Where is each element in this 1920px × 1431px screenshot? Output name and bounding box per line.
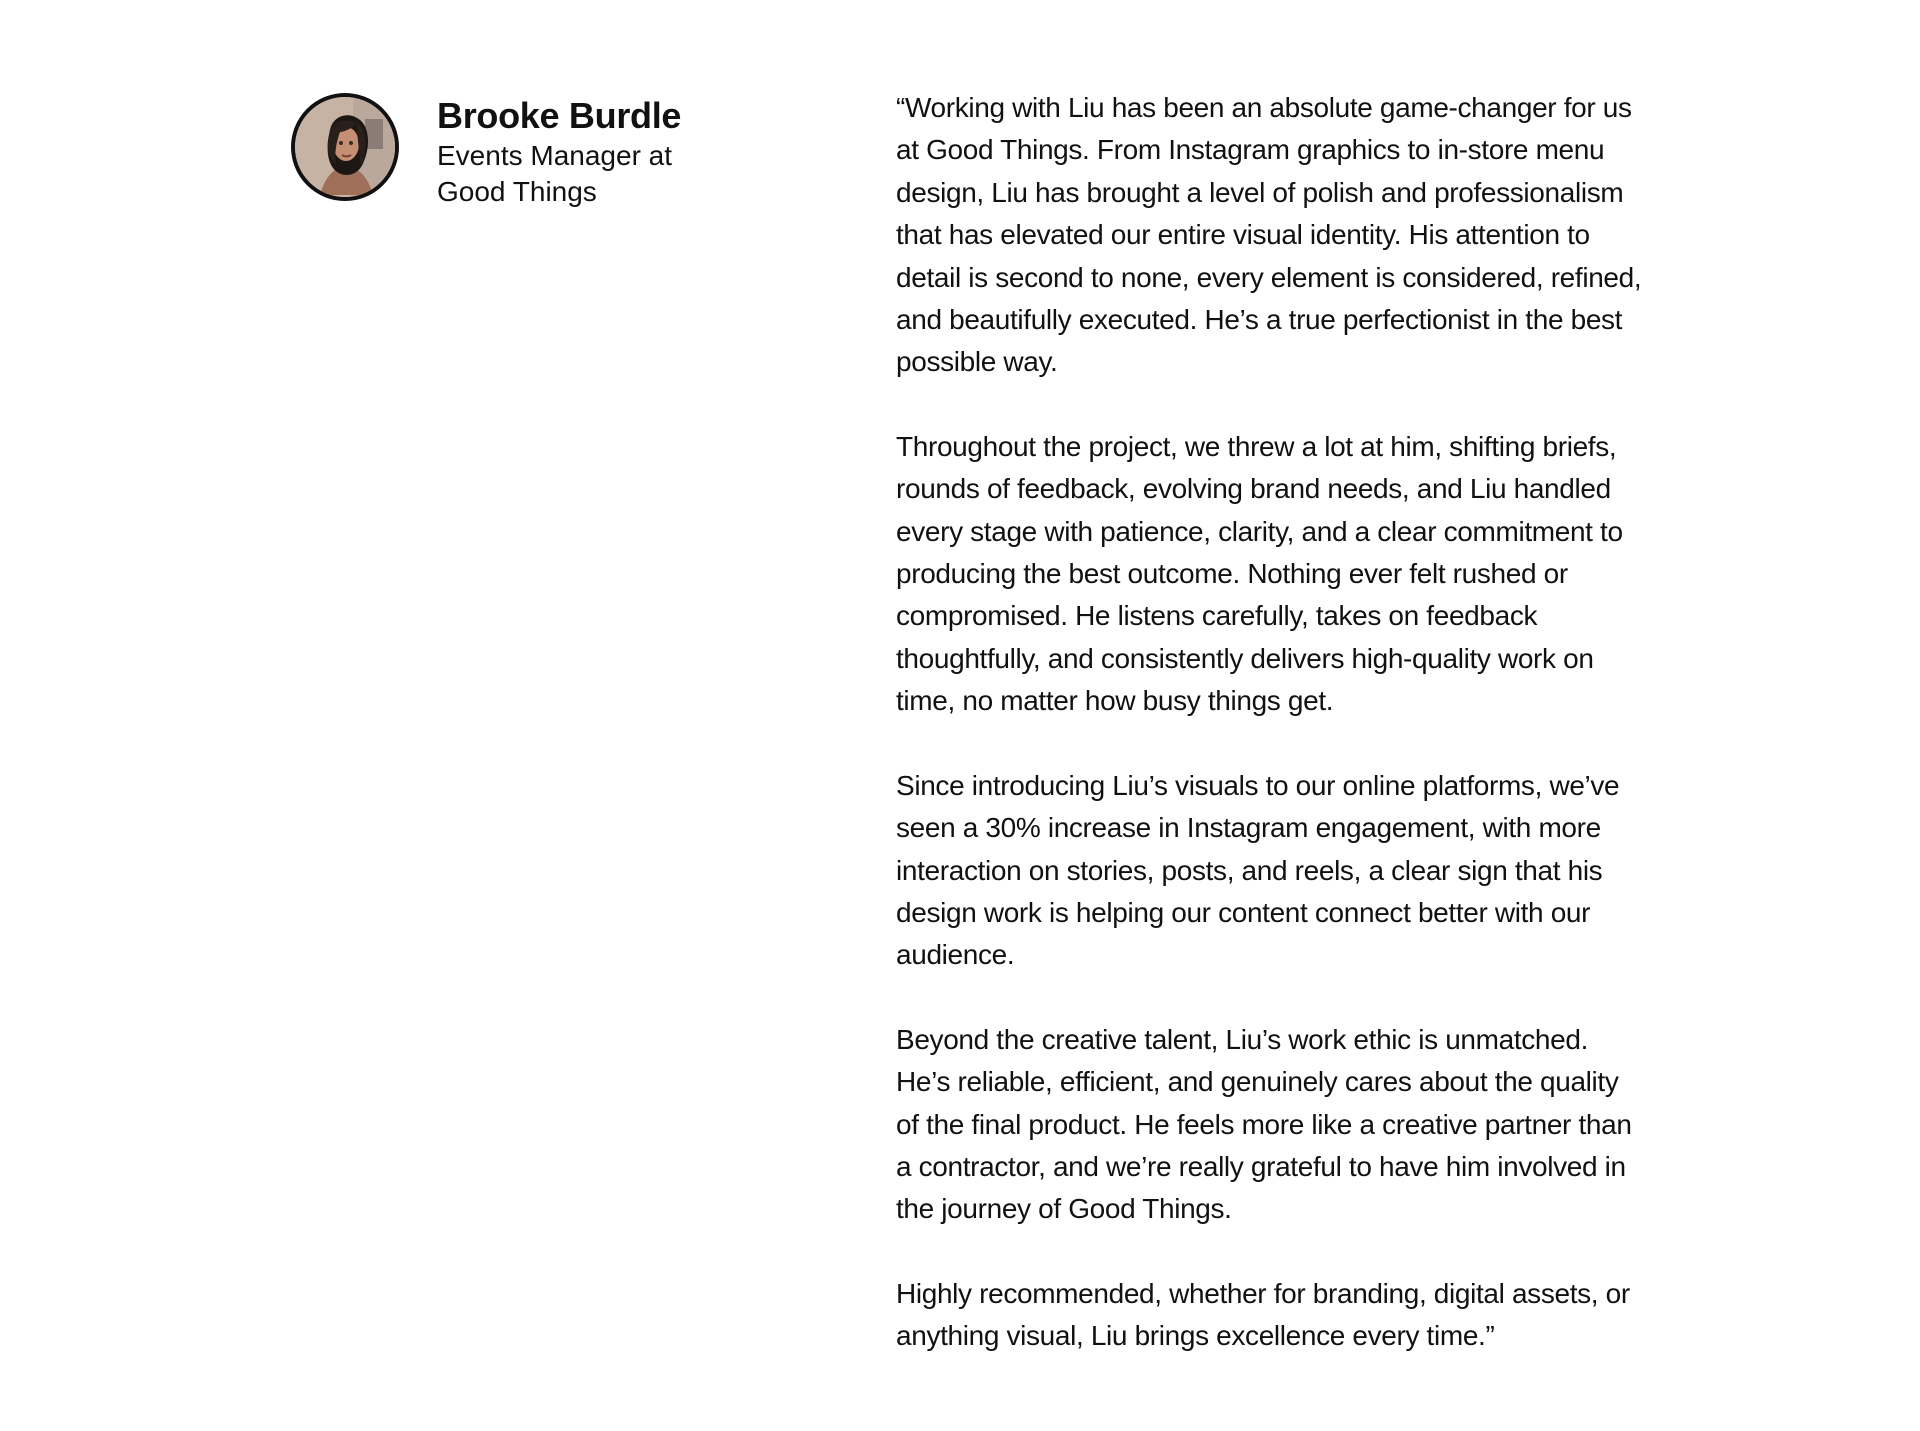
quote-paragraph: Throughout the project, we threw a lot at him, shifting briefs, rounds of feedback, evolving brand needs, and Liu handled every stage with patience, clarity, and a clear commitment to producing the best outcome. Nothing ever felt rushed or compromised. He listens carefully, takes on feedback thoughtfully, and consistently delivers high-quality work on time, no matter how busy things get. (896, 430, 1623, 717)
testimonial-quote (896, 87, 1648, 1358)
quote-paragraph: Highly recommended, whether for branding, digital assets, or anything visual, Liu brings excellence every time.” (896, 1277, 1630, 1352)
author-role: Events Manager at Good Things (437, 140, 673, 207)
author-name: Brooke Burdle (437, 95, 682, 136)
quote-paragraph: “Working with Liu has been an absolute game-changer for us at Good Things. From Instagram graphics to in-store menu design, Liu has brought a level of polish and professionalism that has elevated our entire visual identity. His attention to detail is second to none, every element is considered, refined, and beautifully executed. He’s a true perfectionist in the best possible way. (896, 92, 1642, 378)
avatar-photo-icon (295, 97, 395, 197)
testimonial-author (291, 93, 811, 223)
avatar (291, 93, 399, 201)
quote-paragraph: Since introducing Liu’s visuals to our online platforms, we’ve seen a 30% increase in Instagram engagement, with more interaction on stories, posts, and reels, a clear sign that his design work is helping our content connect better with our audience. (896, 769, 1620, 971)
quote-paragraph: Beyond the creative talent, Liu’s work ethic is unmatched. He’s reliable, efficient, and genuinely cares about the quality of the final product. He feels more like a creative partner than a contractor, and we’re really grateful to have him involved in the journey of Good Things. (896, 1023, 1632, 1225)
